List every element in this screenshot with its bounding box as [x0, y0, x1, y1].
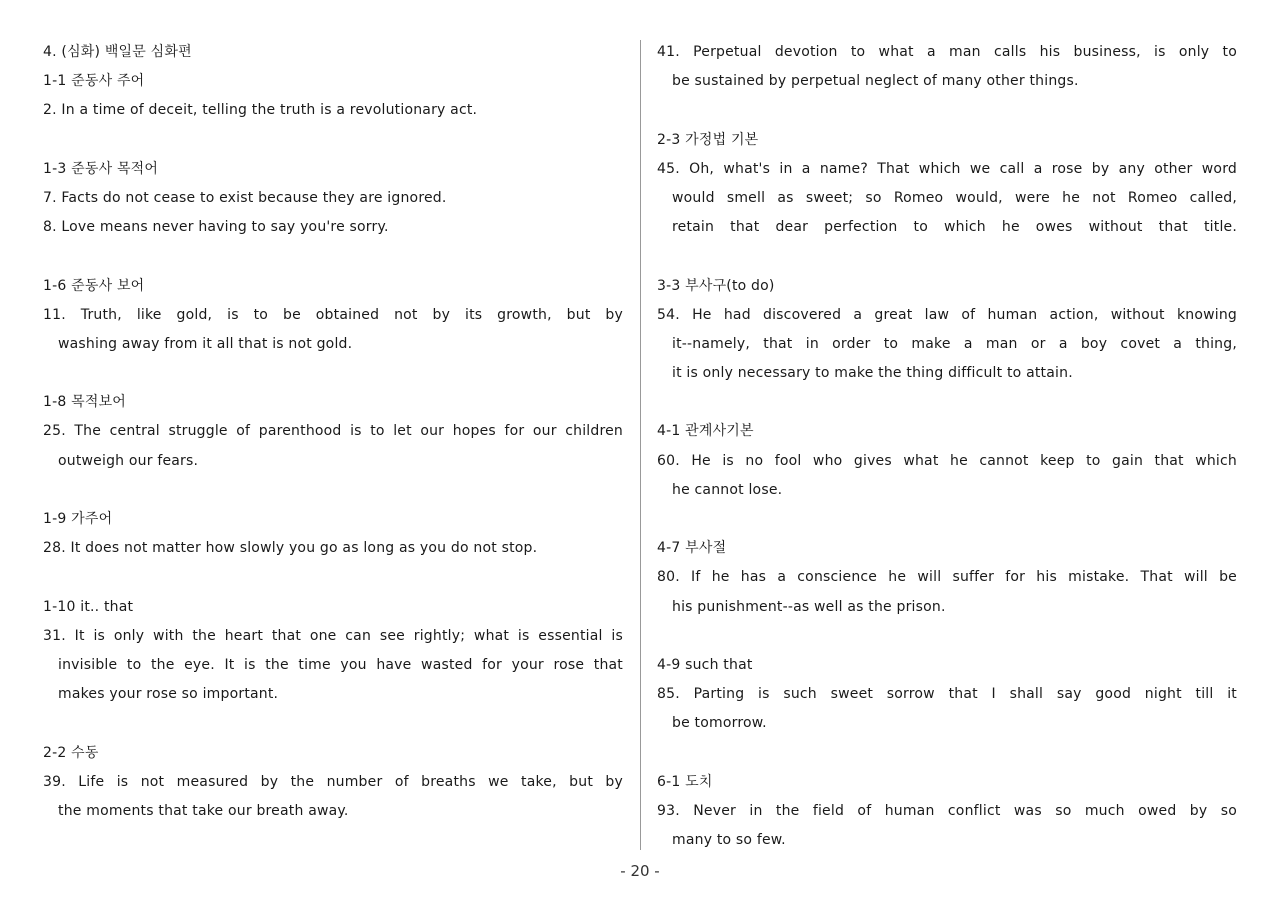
sentence-line: invisible to the eye. It is the time you have wasted for your rose that	[58, 656, 623, 673]
sentence-line: 8. Love means never having to say you're sorry.	[43, 219, 389, 236]
sentence-line: it--namely, that in order to make a man or a boy covet a thing,	[672, 335, 1237, 352]
sentence-line: be tomorrow.	[672, 715, 767, 732]
sentence-line: many to so few.	[672, 832, 786, 849]
sentence-line: 2. In a time of deceit, telling the truth is a revolutionary act.	[43, 102, 478, 119]
sentence-line: 39. Life is not measured by the number of breaths we take, but by	[43, 773, 623, 790]
sentence-line: washing away from it all that is not gold.	[58, 335, 353, 352]
sentence-line: 45. Oh, what's in a name? That which we call a rose by any other word	[657, 160, 1237, 177]
section-heading: 4-1 관계사기본	[657, 423, 754, 440]
section-heading: 1-10 it.. that	[43, 598, 134, 615]
section-heading: 1-3 준동사 목적어	[43, 160, 159, 177]
section-heading: 4-9 such that	[657, 656, 753, 673]
sentence-line: it is only necessary to make the thing difficult to attain.	[672, 365, 1073, 382]
sentence-line: makes your rose so important.	[58, 686, 279, 703]
sentence-line: 31. It is only with the heart that one can see rightly; what is essential is	[43, 627, 623, 644]
sentence-line: 60. He is no fool who gives what he cannot keep to gain that which	[657, 452, 1237, 469]
sentence-line: 85. Parting is such sweet sorrow that I shall say good night till it	[657, 686, 1237, 703]
page-number: - 20 -	[620, 862, 660, 880]
sentence-line: be sustained by perpetual neglect of many other things.	[672, 73, 1079, 90]
sentence-line: would smell as sweet; so Romeo would, were he not Romeo called,	[672, 189, 1237, 206]
sentence-line: 7. Facts do not cease to exist because they are ignored.	[43, 189, 447, 206]
sentence-line: his punishment--as well as the prison.	[672, 598, 946, 615]
sentence-line: 80. If he has a conscience he will suffer for his mistake. That will be	[657, 569, 1237, 586]
sentence-line: he cannot lose.	[672, 481, 783, 498]
sentence-line: the moments that take our breath away.	[58, 802, 349, 819]
section-heading: 2-3 가정법 기본	[657, 131, 759, 148]
section-heading: 3-3 부사구(to do)	[657, 277, 775, 294]
section-heading: 4-7 부사절	[657, 540, 727, 557]
left-column	[43, 38, 623, 826]
sentence-line: 11. Truth, like gold, is to be obtained not by its growth, but by	[43, 306, 623, 323]
sentence-line: 54. He had discovered a great law of human action, without knowing	[657, 306, 1237, 323]
section-heading: 1-1 준동사 주어	[43, 73, 145, 90]
page-title: 4. (심화) 백일문 심화편	[43, 44, 192, 60]
column-divider	[640, 40, 641, 850]
section-heading: 1-8 목적보어	[43, 394, 127, 411]
section-heading: 1-9 가주어	[43, 511, 113, 527]
sentence-line: 93. Never in the field of human conflict was so much owed by so	[657, 802, 1237, 819]
sentence-line: outweigh our fears.	[58, 452, 199, 469]
sentence-line: 25. The central struggle of parenthood is to let our hopes for our children	[43, 423, 623, 440]
right-column	[657, 38, 1237, 855]
sentence-line: retain that dear perfection to which he owes without that title.	[672, 219, 1237, 236]
sentence-line: 41. Perpetual devotion to what a man calls his business, is only to	[657, 44, 1237, 60]
sentence-line: 28. It does not matter how slowly you go as long as you do not stop.	[43, 540, 538, 557]
section-heading: 6-1 도치	[657, 773, 713, 790]
section-heading: 1-6 준동사 보어	[43, 277, 145, 294]
section-heading: 2-2 수동	[43, 744, 99, 761]
